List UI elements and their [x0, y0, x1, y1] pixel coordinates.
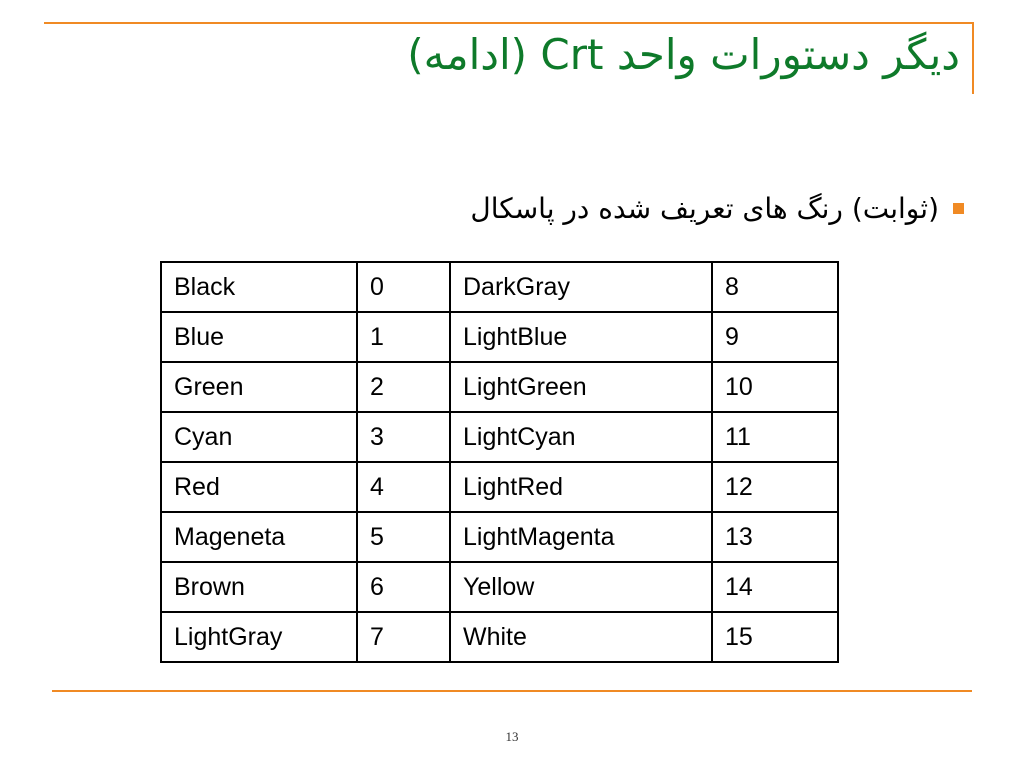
color-value-cell: 9 — [712, 312, 838, 362]
color-value-cell: 1 — [357, 312, 450, 362]
slide-title: دیگر دستورات واحد Crt (ادامه) — [407, 30, 960, 79]
color-name-cell: DarkGray — [450, 262, 712, 312]
table-row — [161, 612, 838, 662]
color-name-cell: LightMagenta — [450, 512, 712, 562]
color-name-cell: LightGray — [161, 612, 357, 662]
color-name-cell: Mageneta — [161, 512, 357, 562]
color-value-cell: 11 — [712, 412, 838, 462]
color-value-cell: 0 — [357, 262, 450, 312]
color-value-cell: 12 — [712, 462, 838, 512]
color-name-cell: Yellow — [450, 562, 712, 612]
color-name-cell: White — [450, 612, 712, 662]
color-value-cell: 8 — [712, 262, 838, 312]
color-name-cell: LightGreen — [450, 362, 712, 412]
square-bullet-icon — [953, 203, 964, 214]
color-value-cell: 3 — [357, 412, 450, 462]
color-value-cell: 14 — [712, 562, 838, 612]
color-constants-table — [160, 261, 839, 663]
color-value-cell: 13 — [712, 512, 838, 562]
table-row — [161, 512, 838, 562]
bullet-text: (ثوابت) رنگ های تعریف شده در پاسکال — [470, 192, 939, 225]
color-value-cell: 4 — [357, 462, 450, 512]
color-value-cell: 5 — [357, 512, 450, 562]
color-name-cell: Brown — [161, 562, 357, 612]
table-row — [161, 312, 838, 362]
bullet-item — [470, 192, 964, 225]
color-value-cell: 15 — [712, 612, 838, 662]
table-row — [161, 262, 838, 312]
color-name-cell: Green — [161, 362, 357, 412]
color-name-cell: LightBlue — [450, 312, 712, 362]
color-name-cell: LightRed — [450, 462, 712, 512]
table-row — [161, 362, 838, 412]
color-value-cell: 2 — [357, 362, 450, 412]
color-name-cell: Black — [161, 262, 357, 312]
color-name-cell: Cyan — [161, 412, 357, 462]
bottom-rule — [52, 690, 972, 692]
table-row — [161, 562, 838, 612]
color-name-cell: LightCyan — [450, 412, 712, 462]
right-rule — [972, 22, 974, 94]
color-value-cell: 10 — [712, 362, 838, 412]
color-name-cell: Blue — [161, 312, 357, 362]
table-row — [161, 462, 838, 512]
table-row — [161, 412, 838, 462]
top-rule — [44, 22, 974, 24]
page-number: 13 — [505, 729, 519, 744]
color-value-cell: 6 — [357, 562, 450, 612]
color-value-cell: 7 — [357, 612, 450, 662]
color-name-cell: Red — [161, 462, 357, 512]
